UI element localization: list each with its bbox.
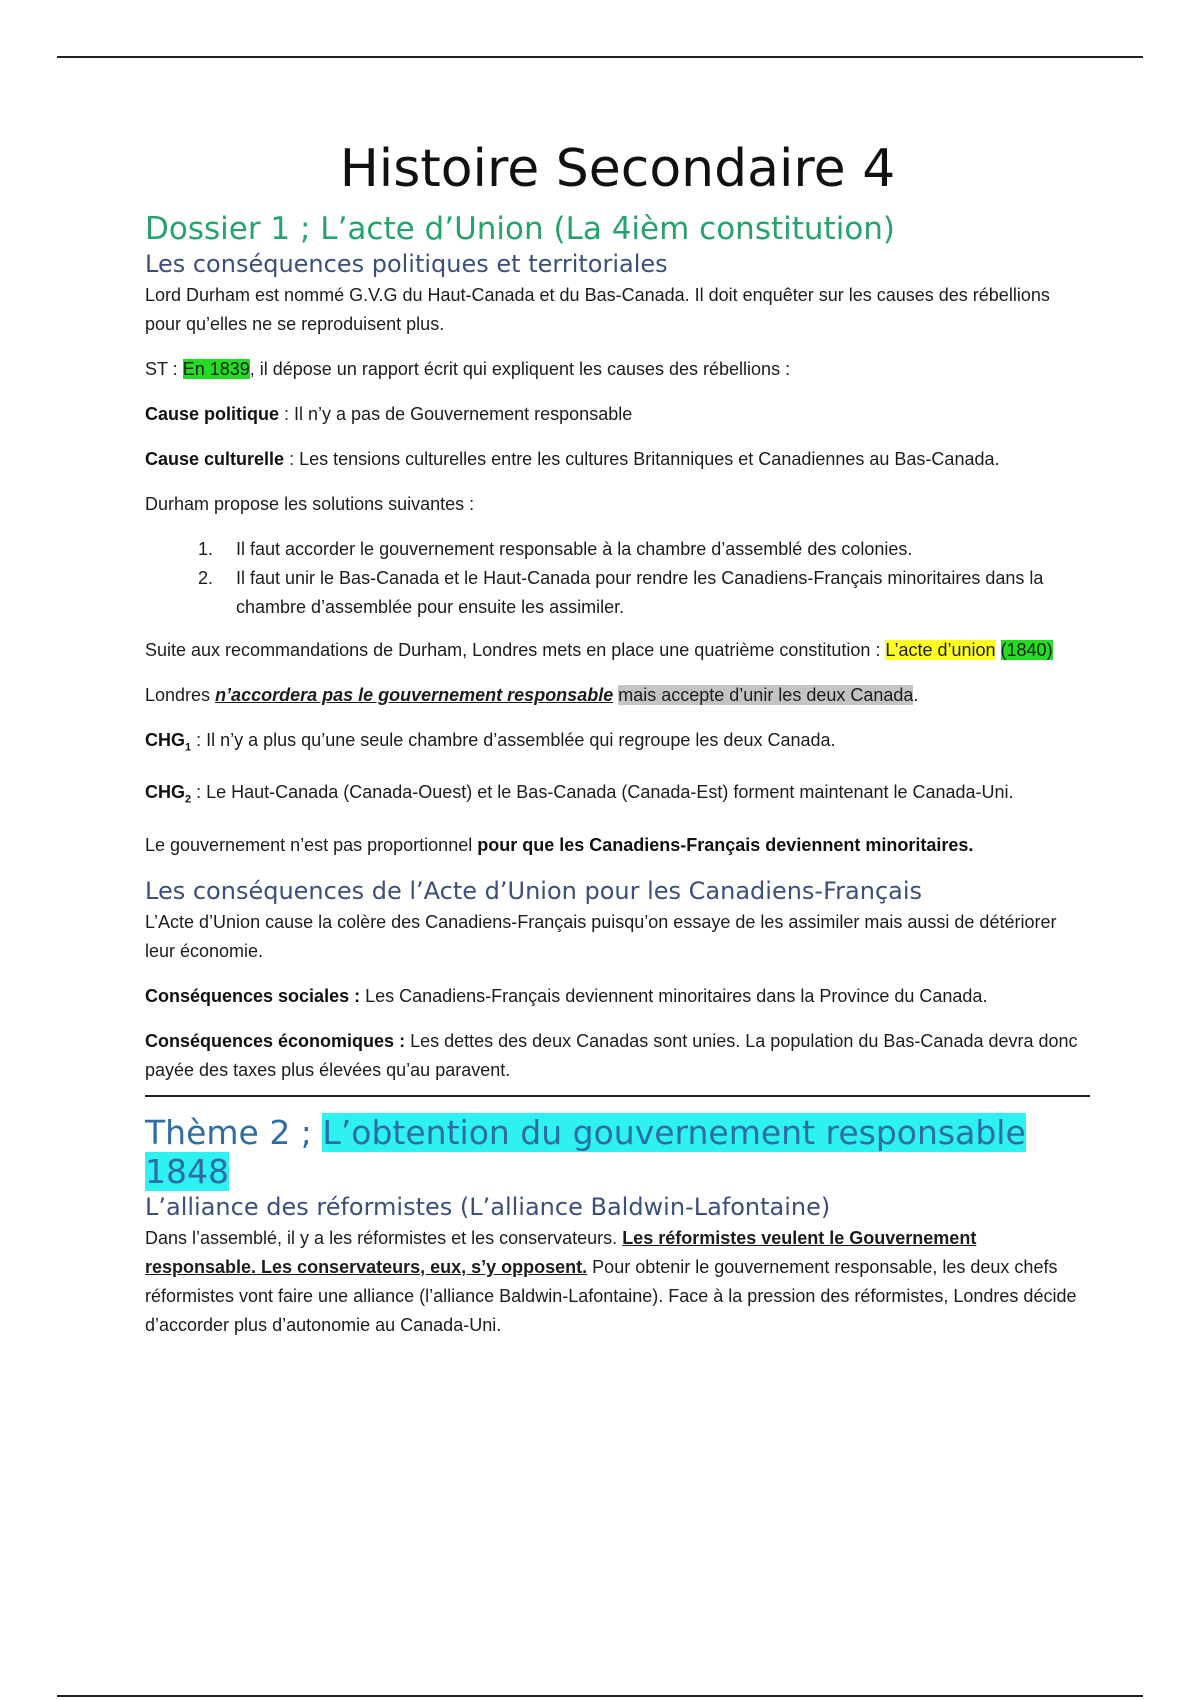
alliance-emphasis: Les réformistes veulent le Gouvernement responsable. Les conservateurs, eux, s’y opposent. <box>145 1227 977 1277</box>
solutions-list <box>145 535 1090 622</box>
cons-eco-label: Conséquences économiques : <box>145 1030 406 1051</box>
document-title: Histoire Secondaire 4 <box>339 139 896 199</box>
document-body <box>145 140 1090 1356</box>
paragraph-gouvernement <box>145 831 1090 860</box>
gouv-text: Le gouvernement n’est pas proportionnel <box>145 834 478 855</box>
paragraph-chg1 <box>145 726 1090 763</box>
list-item: 2. Il faut unir le Bas-Canada et le Haut-Canada pour rendre les Canadiens-Français minoritaires dans la chambre d’assemblée pour ensuite les assimiler. <box>218 564 1090 622</box>
paragraph-st <box>145 355 1090 384</box>
paragraph-londres <box>145 681 1090 710</box>
highlight-theme2-title: L’obtention du gouvernement responsable 1848 <box>145 1112 1026 1192</box>
chg1-text: : Il n’y a plus qu’une seule chambre d’assemblée qui regroupe les deux Canada. <box>191 729 836 750</box>
page-bottom-rule <box>57 1695 1143 1697</box>
paragraph-colere: L’Acte d’Union cause la colère des Canadiens-Français puisqu’on essaye de les assimiler mais aussi de détériorer leur économie. <box>145 911 1057 961</box>
cause-politique-label: Cause politique <box>145 403 280 424</box>
cause-culturelle-label: Cause culturelle <box>145 448 285 469</box>
chg2-label: $CHG_2$ <box>145 782 192 806</box>
paragraph-chg2 <box>145 778 1090 815</box>
alliance-start: Dans l’assemblé, il y a les réformistes et les conservateurs. <box>145 1227 623 1248</box>
londres-text: Londres <box>145 684 216 705</box>
highlight-unir: mais accepte d’unir les deux Canada <box>618 684 914 705</box>
dossier1-heading: Dossier 1 ; L’acte d’Union (La 4ièm constitution) <box>145 210 896 247</box>
dossier1-subheading-consequences: Les conséquences de l’Acte d’Union pour les Canadiens-Français <box>145 876 923 905</box>
cons-soc-label: Conséquences sociales : <box>145 985 361 1006</box>
paragraph-consequences-economiques <box>145 1027 1090 1085</box>
highlight-acte-union: L’acte d’union <box>885 639 996 660</box>
highlight-year-1840: (1840) <box>1000 639 1053 660</box>
suite-text: Suite aux recommandations de Durham, Londres mets en place une quatrième constitution : <box>145 639 886 660</box>
paragraph-cause-culturelle <box>145 445 1090 474</box>
chg2-text: : Le Haut-Canada (Canada-Ouest) et le Bas-Canada (Canada-Est) forment maintenant le Canada-Uni. <box>191 782 1014 803</box>
cons-soc-text: Les Canadiens-Français deviennent minoritaires dans la Province du Canada. <box>360 985 988 1006</box>
cause-politique-text: : Il n’y a pas de Gouvernement responsable <box>279 403 633 424</box>
dossier1-subheading-politiques: Les conséquences politiques et territoriales <box>145 249 668 278</box>
paragraph-consequences-sociales <box>145 982 1090 1011</box>
theme2-subheading: L’alliance des réformistes (L’alliance Baldwin-Lafontaine) <box>145 1192 831 1221</box>
page-top-rule <box>57 56 1143 58</box>
paragraph-solutions-intro: Durham propose les solutions suivantes : <box>145 493 475 514</box>
gouv-bold: pour que les Canadiens-Français deviennent minoritaires. <box>477 834 974 855</box>
section-divider <box>145 1095 1090 1097</box>
theme2-heading <box>145 1113 1090 1192</box>
paragraph-alliance <box>145 1224 1090 1340</box>
list-item: 1. Il faut accorder le gouvernement responsable à la chambre d’assemblé des colonies. <box>218 535 1090 564</box>
londres-end: . <box>913 684 919 705</box>
theme2-prefix: Thème 2 ; <box>145 1112 323 1152</box>
paragraph-cause-politique <box>145 400 1090 429</box>
paragraph-durham: Lord Durham est nommé G.V.G du Haut-Canada et du Bas-Canada. Il doit enquêter sur les causes des rébellions pour qu’elles ne se reproduisent plus. <box>145 284 1050 334</box>
cons-eco-text: Les dettes des deux Canadas sont unies. La population du Bas-Canada devra donc payée des taxes plus élevées qu’au paravent. <box>145 1030 1078 1080</box>
alliance-rest: Pour obtenir le gouvernement responsable, les deux chefs réformistes vont faire une alliance (l’alliance Baldwin-Lafontaine). Face à la pression des réformistes, Londres décide d’accorder plus d’autonomie au Canada-Uni. <box>145 1256 1077 1335</box>
cause-culturelle-text: : Les tensions culturelles entre les cultures Britanniques et Canadiennes au Bas-Canada. <box>284 448 1000 469</box>
highlight-year-1839: En 1839 <box>182 358 250 379</box>
st-prefix: ST : <box>145 358 183 379</box>
suite-space <box>996 640 1001 660</box>
paragraph-suite <box>145 636 1090 665</box>
st-rest: , il dépose un rapport écrit qui expliquent les causes des rébellions : <box>249 358 791 379</box>
chg1-label: $CHG_1$ <box>145 729 192 754</box>
londres-emphasis: n’accordera pas le gouvernement responsable <box>215 684 614 705</box>
